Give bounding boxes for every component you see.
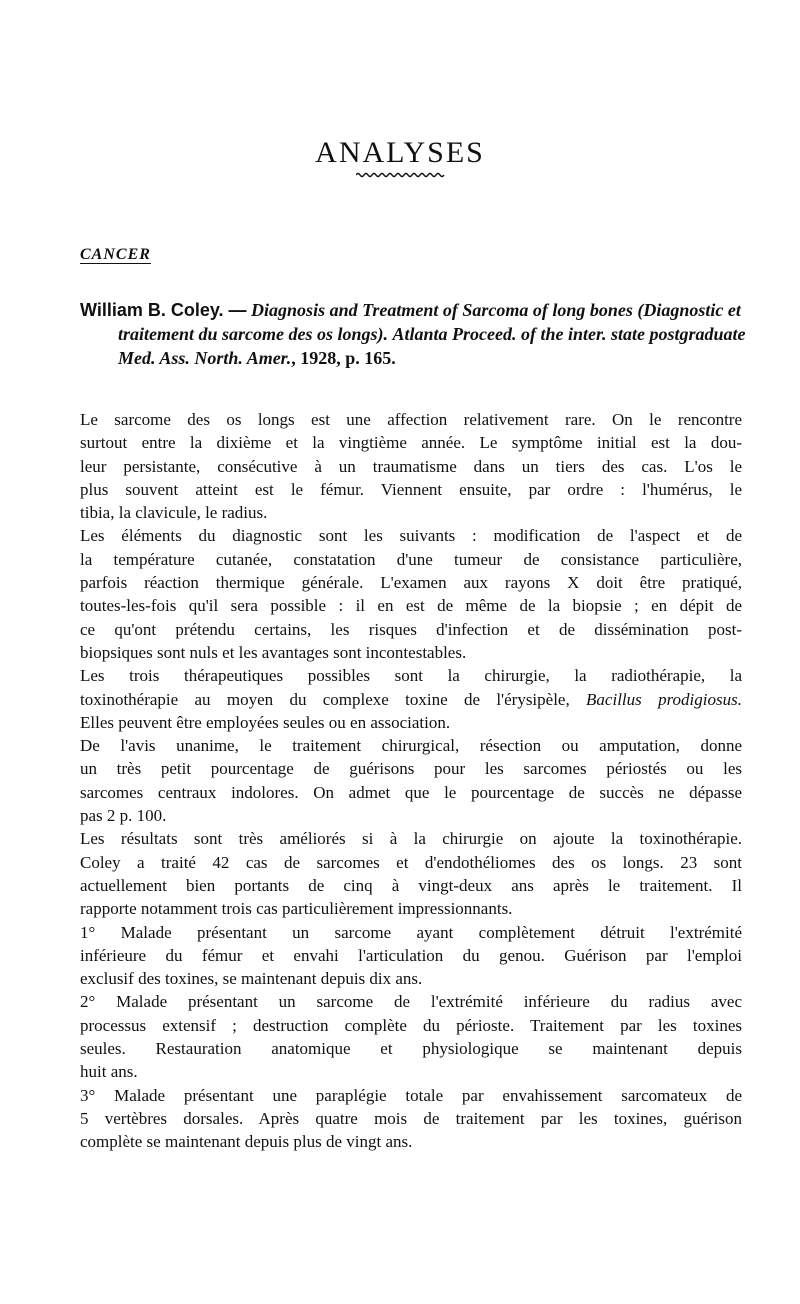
article-body [80, 408, 742, 1154]
reference-title-fr: (Diagnostic et traitement du sarcome des os longs). [118, 300, 741, 344]
text-line: Elles peuvent être employées seules ou en association. [80, 712, 451, 732]
text-line: tibia, la clavicule, le radius. [80, 503, 268, 523]
text-line: 2° Malade présentant un sarcome de l'extrémité inférieure du radius avec [80, 992, 742, 1012]
text-line: processus extensif ; destruction complète du périoste. Traitement par les toxines [80, 1015, 742, 1035]
paragraph-6 [80, 921, 742, 991]
reference-title-en: Diagnosis and Treatment of Sarcoma of long bones [251, 300, 633, 320]
bibliographic-reference [80, 298, 780, 370]
paragraph-1 [80, 408, 742, 524]
title-ornament [356, 170, 446, 180]
text-line: 5 vertèbres dorsales. Après quatre mois de traitement par les toxines, guérison [80, 1108, 742, 1128]
text-line: toutes-les-fois qu'il sera possible : il en est de même de la biopsie ; en dépit de [80, 596, 742, 616]
italic-species-name: Bacillus prodigiosus. [586, 689, 742, 709]
text-line: surtout entre la dixième et la vingtième année. Le symptôme initial est la dou- [80, 433, 742, 453]
reference-journal: Atlanta Proceed. of the inter. state postgraduate Med. Ass. North. Amer. [118, 324, 746, 368]
text-line: exclusif des toxines, se maintenant depuis dix ans. [80, 969, 423, 989]
paragraph-3 [80, 664, 742, 734]
paragraph-4 [80, 734, 742, 827]
reference-author: William B. Coley. — [80, 300, 247, 320]
text-line: Coley a traité 42 cas de sarcomes et d'endothéliomes des os longs. 23 sont [80, 852, 742, 872]
text-line: seules. Restauration anatomique et physiologique se maintenant depuis [80, 1039, 742, 1059]
paragraph-5 [80, 827, 742, 920]
text-line: leur persistante, consécutive à un traumatisme dans un tiers des cas. L'os le [80, 456, 742, 476]
text-line: ce qu'ont prétendu certains, les risques d'infection et de dissémination post- [80, 619, 742, 639]
text-line: Les trois thérapeutiques possibles sont la chirurgie, la radiothérapie, la [80, 666, 742, 686]
text-line: complète se maintenant depuis plus de vingt ans. [80, 1132, 413, 1152]
text-line: la température cutanée, constatation d'une tumeur de consistance particulière, [80, 549, 742, 569]
paragraph-8 [80, 1084, 742, 1154]
text-line: huit ans. [80, 1062, 138, 1082]
text-line: actuellement bien portants de cinq à vingt-deux ans après le traitement. Il [80, 875, 742, 895]
text-line: De l'avis unanime, le traitement chirurgical, résection ou amputation, donne [80, 736, 742, 756]
reference-year-pages: , 1928, p. 165. [291, 348, 396, 368]
text-line: sarcomes centraux indolores. On admet que le pourcentage de succès ne dépasse [80, 782, 742, 802]
text-segment: toxinothérapie au moyen du complexe toxine de l'érysipèle, [80, 689, 587, 709]
text-line: rapporte notamment trois cas particulièrement impressionnants. [80, 899, 513, 919]
section-heading: CANCER [80, 246, 151, 263]
paragraph-7 [80, 990, 742, 1083]
paragraph-2 [80, 524, 742, 664]
text-line: 1° Malade présentant un sarcome ayant complètement détruit l'extrémité [80, 922, 742, 942]
text-line: inférieure du fémur et envahi l'articulation du genou. Guérison par l'emploi [80, 945, 742, 965]
text-line [80, 688, 742, 711]
page-title: ANALYSES [315, 136, 485, 170]
text-line: Les éléments du diagnostic sont les suivants : modification de l'aspect et de [80, 526, 742, 546]
text-line: plus souvent atteint est le fémur. Viennent ensuite, par ordre : l'humérus, le [80, 479, 742, 499]
text-line: un très petit pourcentage de guérisons pour les sarcomes périostés ou les [80, 759, 742, 779]
text-line: parfois réaction thermique générale. L'examen aux rayons X doit être pratiqué, [80, 573, 742, 593]
text-line: Les résultats sont très améliorés si à la chirurgie on ajoute la toxinothérapie. [80, 829, 742, 849]
text-line: pas 2 p. 100. [80, 806, 167, 826]
text-line: 3° Malade présentant une paraplégie totale par envahissement sarcomateux de [80, 1085, 742, 1105]
text-line: biopsiques sont nuls et les avantages sont incontestables. [80, 642, 467, 662]
text-line: Le sarcome des os longs est une affection relativement rare. On le rencontre [80, 410, 742, 429]
